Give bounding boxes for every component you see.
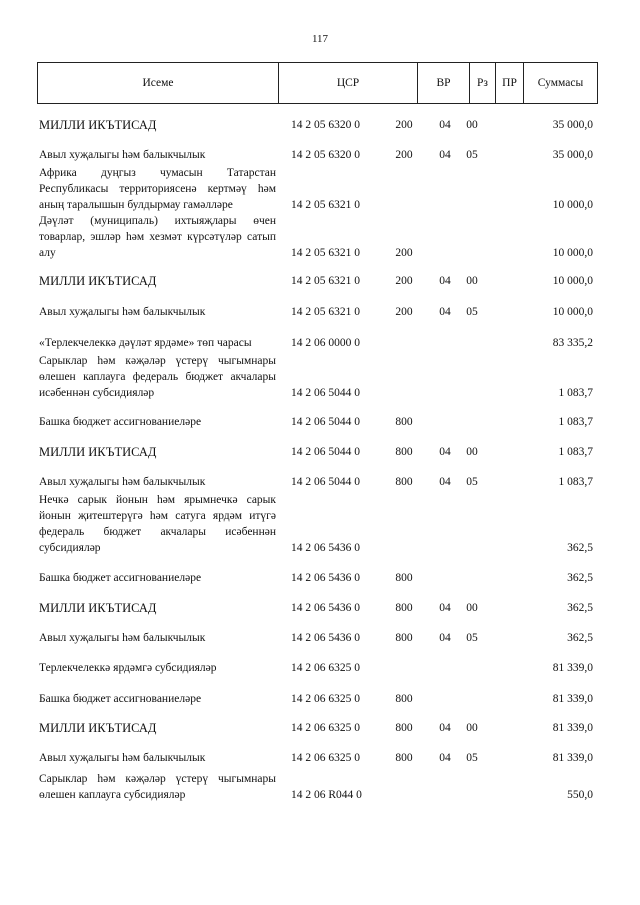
- row-sum: 550,0: [567, 789, 593, 801]
- row-vr: 800: [395, 722, 413, 734]
- header-name: Исеме: [38, 63, 279, 103]
- row-vr: 200: [395, 149, 413, 161]
- page-number: 117: [311, 33, 329, 45]
- row-vr: 800: [395, 752, 413, 764]
- row-sum: 83 335,2: [552, 337, 593, 349]
- row-vr: 800: [395, 476, 413, 488]
- row-pr: 05: [466, 306, 478, 318]
- row-name: Башка бюджет ассигнованиеләре: [39, 693, 202, 705]
- row-name: Дәүләт (муниципаль) ихтыяҗлары өчен товарлар, эшләр һәм хезмәт күрсәтүләр сатып алу: [39, 215, 276, 259]
- row-sum: 35 000,0: [552, 149, 593, 161]
- row-name: Авыл хуҗалыгы һәм балыкчылык: [39, 306, 206, 318]
- row-vr: 800: [395, 572, 413, 584]
- row-sum: 1 083,7: [558, 387, 593, 399]
- row-csr: 14 2 06 5436 0: [291, 632, 360, 644]
- row-sum: 10 000,0: [552, 247, 593, 259]
- row-rz: 04: [439, 476, 451, 488]
- header-vr: ВР: [418, 63, 470, 103]
- row-sum: 362,5: [567, 602, 593, 614]
- row-sum: 1 083,7: [558, 446, 593, 458]
- row-name: Башка бюджет ассигнованиеләре: [39, 572, 202, 584]
- header-rz: Рз: [470, 63, 496, 103]
- row-sum: 81 339,0: [552, 752, 593, 764]
- row-sum: 362,5: [567, 542, 593, 554]
- row-name: Нечкә сарык йонын һәм ярымнечкә сарык йонын җитештерүгә һәм сатуга ярдәм итүгә федераль бюджет акчалары исәбеннән субсидияләр: [39, 494, 276, 554]
- row-sum: 362,5: [567, 572, 593, 584]
- row-rz: 04: [439, 275, 451, 287]
- row-pr: 00: [466, 602, 478, 614]
- row-csr: 14 2 06 5044 0: [291, 476, 360, 488]
- row-csr: 14 2 05 6321 0: [291, 247, 360, 259]
- row-csr: 14 2 05 6321 0: [291, 306, 360, 318]
- row-name: МИЛЛИ ИКЪТИСАД: [39, 118, 157, 132]
- row-rz: 04: [439, 602, 451, 614]
- row-rz: 04: [439, 722, 451, 734]
- row-name: МИЛЛИ ИКЪТИСАД: [39, 721, 157, 735]
- table-header: [37, 62, 598, 104]
- row-csr: 14 2 06 6325 0: [291, 722, 360, 734]
- row-sum: 1 083,7: [558, 476, 593, 488]
- row-csr: 14 2 05 6320 0: [291, 119, 360, 131]
- row-sum: 362,5: [567, 632, 593, 644]
- row-pr: 05: [466, 476, 478, 488]
- row-name: Башка бюджет ассигнованиеләре: [39, 416, 202, 428]
- row-csr: 14 2 06 5044 0: [291, 416, 360, 428]
- header-csr: ЦСР: [279, 63, 418, 103]
- row-csr: 14 2 05 6320 0: [291, 149, 360, 161]
- row-name: Авыл хуҗалыгы һәм балыкчылык: [39, 632, 206, 644]
- row-name: МИЛЛИ ИКЪТИСАД: [39, 445, 157, 459]
- row-sum: 1 083,7: [558, 416, 593, 428]
- row-name: «Терлекчелеккә дәүләт ярдәме» төп чарасы: [39, 337, 252, 349]
- row-name: Сарыклар һәм кәҗәләр үстерү чыгымнары өлешен каплауга федераль бюджет акчалары исәбеннән субсидияләр: [39, 355, 276, 399]
- row-pr: 05: [466, 149, 478, 161]
- row-name: МИЛЛИ ИКЪТИСАД: [39, 601, 157, 615]
- row-csr: 14 2 06 6325 0: [291, 693, 360, 705]
- row-csr: 14 2 05 6321 0: [291, 275, 360, 287]
- row-csr: 14 2 06 5436 0: [291, 602, 360, 614]
- row-csr: 14 2 06 R044 0: [291, 789, 362, 801]
- row-sum: 10 000,0: [552, 275, 593, 287]
- row-vr: 200: [395, 247, 413, 259]
- row-rz: 04: [439, 752, 451, 764]
- row-name: МИЛЛИ ИКЪТИСАД: [39, 274, 157, 288]
- row-pr: 05: [466, 752, 478, 764]
- header-pr: ПР: [496, 63, 524, 103]
- row-rz: 04: [439, 632, 451, 644]
- row-csr: 14 2 06 0000 0: [291, 337, 360, 349]
- row-pr: 00: [466, 275, 478, 287]
- row-pr: 00: [466, 119, 478, 131]
- row-csr: 14 2 05 6321 0: [291, 199, 360, 211]
- row-csr: 14 2 06 5044 0: [291, 387, 360, 399]
- header-sum: Суммасы: [537, 77, 584, 89]
- row-rz: 04: [439, 149, 451, 161]
- row-pr: 00: [466, 446, 478, 458]
- row-csr: 14 2 06 5436 0: [291, 572, 360, 584]
- row-name: Африка дуңгыз чумасын Татарстан Республикасы территориясенә кертмәү һәм аның таралышын булдырмау гамәлләре: [39, 167, 276, 211]
- row-rz: 04: [439, 446, 451, 458]
- row-sum: 10 000,0: [552, 306, 593, 318]
- row-vr: 200: [395, 306, 413, 318]
- row-name: Авыл хуҗалыгы һәм балыкчылык: [39, 476, 206, 488]
- row-csr: 14 2 06 6325 0: [291, 662, 360, 674]
- row-sum: 81 339,0: [552, 693, 593, 705]
- row-vr: 800: [395, 632, 413, 644]
- row-name: Авыл хуҗалыгы һәм балыкчылык: [39, 752, 206, 764]
- row-vr: 800: [395, 446, 413, 458]
- row-sum: 10 000,0: [552, 199, 593, 211]
- row-name: Сарыклар һәм кәҗәләр үстерү чыгымнары өлешен каплауга субсидияләр: [39, 773, 276, 801]
- row-vr: 800: [395, 602, 413, 614]
- row-csr: 14 2 06 5436 0: [291, 542, 360, 554]
- row-vr: 200: [395, 119, 413, 131]
- row-vr: 200: [395, 275, 413, 287]
- row-sum: 81 339,0: [552, 722, 593, 734]
- row-csr: 14 2 06 5044 0: [291, 446, 360, 458]
- row-csr: 14 2 06 6325 0: [291, 752, 360, 764]
- row-name: Авыл хуҗалыгы һәм балыкчылык: [39, 149, 206, 161]
- row-pr: 05: [466, 632, 478, 644]
- row-name: Терлекчелеккә ярдәмгә субсидияләр: [39, 662, 217, 674]
- row-vr: 800: [395, 693, 413, 705]
- row-rz: 04: [439, 306, 451, 318]
- row-pr: 00: [466, 722, 478, 734]
- row-sum: 81 339,0: [552, 662, 593, 674]
- row-sum: 35 000,0: [552, 119, 593, 131]
- row-rz: 04: [439, 119, 451, 131]
- row-vr: 800: [395, 416, 413, 428]
